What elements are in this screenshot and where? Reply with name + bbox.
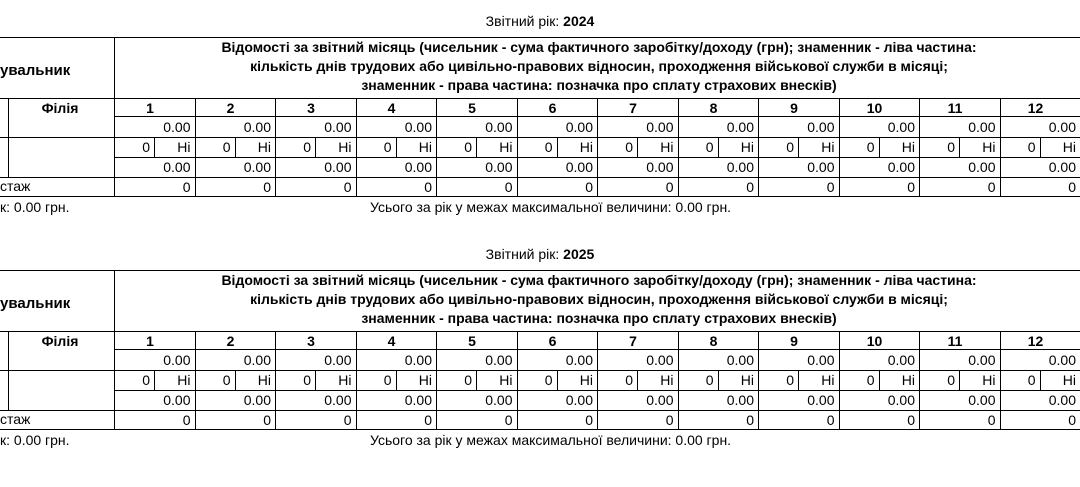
days-mark-divider bbox=[315, 137, 316, 157]
month-payment-mark: Ні bbox=[660, 139, 674, 155]
month-sum: 0.00 bbox=[324, 352, 352, 368]
month-payment-mark: Ні bbox=[257, 372, 271, 388]
month-number: 11 bbox=[947, 333, 963, 349]
month-total: 0.00 bbox=[485, 159, 513, 175]
month-stazh: 0 bbox=[182, 412, 191, 428]
month-sum: 0.00 bbox=[726, 352, 754, 368]
month-stazh: 0 bbox=[585, 179, 593, 195]
month-number: 4 bbox=[387, 100, 396, 116]
table-col-rule bbox=[275, 98, 276, 196]
footer-annual-total: Усього за рік у межах максимальної величини: 0.00 грн. bbox=[370, 432, 732, 448]
month-payment-mark: Ні bbox=[338, 139, 352, 155]
month-total: 0.00 bbox=[565, 159, 593, 175]
month-total: 0.00 bbox=[646, 392, 674, 408]
month-total: 0.00 bbox=[1048, 392, 1076, 408]
month-number: 7 bbox=[629, 333, 637, 349]
month-days: 0 bbox=[383, 372, 392, 388]
month-stazh: 0 bbox=[1068, 179, 1076, 195]
month-total: 0.00 bbox=[565, 392, 593, 408]
left-rule bbox=[8, 331, 9, 410]
month-total: 0.00 bbox=[968, 159, 996, 175]
days-mark-divider bbox=[798, 370, 799, 390]
month-sum: 0.00 bbox=[565, 352, 593, 368]
month-total: 0.00 bbox=[404, 159, 432, 175]
heading-line: Відомості за звітний місяць (чисельник - сума фактичного заробітку/доходу (грн); знаменник - ліва частина: bbox=[221, 39, 977, 55]
month-days: 0 bbox=[383, 139, 392, 155]
table-col-rule bbox=[436, 98, 437, 196]
month-days: 0 bbox=[544, 372, 553, 388]
month-number: 7 bbox=[629, 100, 637, 116]
month-sum: 0.00 bbox=[404, 352, 432, 368]
days-mark-divider bbox=[637, 137, 638, 157]
report-block bbox=[0, 247, 1080, 447]
month-stazh: 0 bbox=[665, 412, 674, 428]
month-payment-mark: Ні bbox=[821, 139, 835, 155]
month-stazh: 0 bbox=[343, 179, 352, 195]
filia-header: Філія bbox=[41, 100, 79, 116]
month-number: 6 bbox=[548, 333, 557, 349]
month-total: 0.00 bbox=[485, 392, 513, 408]
table-col-rule bbox=[597, 98, 598, 196]
days-mark-divider bbox=[315, 370, 316, 390]
month-number: 1 bbox=[146, 100, 154, 116]
month-stazh: 0 bbox=[665, 179, 674, 195]
days-mark-divider bbox=[476, 137, 477, 157]
month-number: 9 bbox=[790, 333, 798, 349]
left-column-heading: увальник bbox=[0, 62, 71, 79]
month-payment-mark: Ні bbox=[338, 372, 352, 388]
month-number: 12 bbox=[1027, 100, 1044, 116]
month-sum: 0.00 bbox=[485, 119, 513, 135]
month-payment-mark: Ні bbox=[1062, 372, 1076, 388]
month-stazh: 0 bbox=[826, 412, 835, 428]
month-stazh: 0 bbox=[585, 412, 593, 428]
month-days: 0 bbox=[625, 139, 633, 155]
month-total: 0.00 bbox=[243, 159, 271, 175]
month-payment-mark: Ні bbox=[901, 372, 915, 388]
month-stazh: 0 bbox=[746, 412, 754, 428]
month-total: 0.00 bbox=[646, 159, 674, 175]
report-block bbox=[0, 14, 1080, 214]
month-number: 8 bbox=[709, 333, 718, 349]
month-days: 0 bbox=[464, 372, 472, 388]
month-days: 0 bbox=[303, 139, 311, 155]
table-col-rule bbox=[919, 98, 920, 196]
month-payment-mark: Ні bbox=[821, 372, 835, 388]
table-heading bbox=[118, 271, 1080, 328]
month-sum: 0.00 bbox=[968, 352, 996, 368]
month-payment-mark: Ні bbox=[499, 139, 513, 155]
month-number: 5 bbox=[468, 333, 476, 349]
month-stazh: 0 bbox=[343, 412, 352, 428]
year-value: 2024 bbox=[563, 13, 595, 29]
month-sum: 0.00 bbox=[163, 352, 191, 368]
month-payment-mark: Ні bbox=[901, 139, 915, 155]
month-sum: 0.00 bbox=[807, 119, 835, 135]
month-stazh: 0 bbox=[424, 412, 432, 428]
month-payment-mark: Ні bbox=[499, 372, 513, 388]
month-sum: 0.00 bbox=[163, 119, 191, 135]
days-mark-divider bbox=[154, 137, 155, 157]
month-number: 1 bbox=[146, 333, 154, 349]
table-rule bbox=[0, 196, 1080, 197]
days-mark-divider bbox=[637, 370, 638, 390]
month-number: 2 bbox=[226, 100, 235, 116]
month-number: 10 bbox=[866, 333, 883, 349]
month-payment-mark: Ні bbox=[418, 139, 432, 155]
stazh-label: стаж bbox=[0, 411, 31, 427]
month-stazh: 0 bbox=[263, 412, 271, 428]
table-rule bbox=[0, 270, 1080, 271]
month-days: 0 bbox=[625, 372, 633, 388]
stazh-label: стаж bbox=[0, 178, 31, 194]
month-number: 8 bbox=[709, 100, 718, 116]
month-stazh: 0 bbox=[826, 179, 835, 195]
month-stazh: 0 bbox=[263, 179, 271, 195]
month-days: 0 bbox=[947, 372, 955, 388]
days-mark-divider bbox=[959, 370, 960, 390]
month-stazh: 0 bbox=[746, 179, 754, 195]
month-total: 0.00 bbox=[887, 159, 915, 175]
month-sum: 0.00 bbox=[887, 352, 915, 368]
month-days: 0 bbox=[866, 372, 875, 388]
heading-line: кількість днів трудових або цивільно-правових відносин, проходження військової служби в місяці; bbox=[250, 58, 948, 74]
month-days: 0 bbox=[1027, 139, 1036, 155]
filia-header: Філія bbox=[41, 333, 79, 349]
month-sum: 0.00 bbox=[485, 352, 513, 368]
month-total: 0.00 bbox=[807, 392, 835, 408]
month-days: 0 bbox=[222, 372, 231, 388]
month-sum: 0.00 bbox=[404, 119, 432, 135]
month-sum: 0.00 bbox=[646, 352, 674, 368]
month-total: 0.00 bbox=[807, 159, 835, 175]
month-payment-mark: Ні bbox=[579, 372, 593, 388]
month-sum: 0.00 bbox=[807, 352, 835, 368]
month-sum: 0.00 bbox=[968, 119, 996, 135]
month-stazh: 0 bbox=[504, 412, 513, 428]
month-payment-mark: Ні bbox=[660, 372, 674, 388]
left-rule bbox=[8, 98, 9, 177]
month-days: 0 bbox=[544, 139, 553, 155]
month-stazh: 0 bbox=[1068, 412, 1076, 428]
month-days: 0 bbox=[222, 139, 231, 155]
table-col-rule bbox=[758, 98, 759, 196]
table-col-rule bbox=[758, 331, 759, 429]
month-days: 0 bbox=[705, 372, 714, 388]
month-payment-mark: Ні bbox=[177, 372, 191, 388]
left-column-heading: увальник bbox=[0, 295, 71, 312]
month-total: 0.00 bbox=[726, 392, 754, 408]
table-col-rule bbox=[436, 331, 437, 429]
month-number: 11 bbox=[947, 100, 963, 116]
month-payment-mark: Ні bbox=[740, 139, 754, 155]
month-total: 0.00 bbox=[887, 392, 915, 408]
month-days: 0 bbox=[464, 139, 472, 155]
table-heading bbox=[118, 38, 1080, 95]
days-mark-divider bbox=[959, 137, 960, 157]
heading-line: кількість днів трудових або цивільно-правових відносин, проходження військової служби в місяці; bbox=[250, 291, 948, 307]
month-stazh: 0 bbox=[907, 179, 915, 195]
year-label: Звітний рік: bbox=[485, 13, 560, 29]
table-col-rule bbox=[275, 331, 276, 429]
month-days: 0 bbox=[303, 372, 311, 388]
days-mark-divider bbox=[798, 137, 799, 157]
month-sum: 0.00 bbox=[324, 119, 352, 135]
month-sum: 0.00 bbox=[726, 119, 754, 135]
month-days: 0 bbox=[142, 372, 150, 388]
month-payment-mark: Ні bbox=[257, 139, 271, 155]
month-total: 0.00 bbox=[243, 392, 271, 408]
month-payment-mark: Ні bbox=[740, 372, 754, 388]
table-rule bbox=[0, 37, 1080, 38]
month-days: 0 bbox=[786, 139, 794, 155]
month-stazh: 0 bbox=[987, 412, 996, 428]
heading-line: Відомості за звітний місяць (чисельник - сума фактичного заробітку/доходу (грн); знаменник - ліва частина: bbox=[221, 272, 977, 288]
month-number: 5 bbox=[468, 100, 476, 116]
month-total: 0.00 bbox=[1048, 159, 1076, 175]
year-value: 2025 bbox=[563, 246, 595, 262]
footer-left-total: к: 0.00 грн. bbox=[0, 199, 70, 215]
month-total: 0.00 bbox=[404, 392, 432, 408]
month-total: 0.00 bbox=[163, 159, 191, 175]
month-days: 0 bbox=[705, 139, 714, 155]
month-stazh: 0 bbox=[424, 179, 432, 195]
month-number: 6 bbox=[548, 100, 557, 116]
month-sum: 0.00 bbox=[243, 119, 271, 135]
month-number: 2 bbox=[226, 333, 235, 349]
footer-left-total: к: 0.00 грн. bbox=[0, 432, 70, 448]
month-number: 4 bbox=[387, 333, 396, 349]
days-mark-divider bbox=[154, 370, 155, 390]
heading-line: знаменник - права частина: позначка про сплату страхових внесків) bbox=[361, 310, 837, 326]
month-payment-mark: Ні bbox=[418, 372, 432, 388]
month-payment-mark: Ні bbox=[177, 139, 191, 155]
month-number: 12 bbox=[1027, 333, 1044, 349]
table-rule bbox=[0, 429, 1080, 430]
month-payment-mark: Ні bbox=[579, 139, 593, 155]
month-total: 0.00 bbox=[163, 392, 191, 408]
month-days: 0 bbox=[866, 139, 875, 155]
month-sum: 0.00 bbox=[243, 352, 271, 368]
footer-annual-total: Усього за рік у межах максимальної величини: 0.00 грн. bbox=[370, 199, 732, 215]
month-number: 3 bbox=[307, 333, 315, 349]
month-days: 0 bbox=[1027, 372, 1036, 388]
month-sum: 0.00 bbox=[887, 119, 915, 135]
month-total: 0.00 bbox=[324, 392, 352, 408]
days-mark-divider bbox=[476, 370, 477, 390]
month-sum: 0.00 bbox=[1048, 352, 1076, 368]
table-col-rule bbox=[597, 331, 598, 429]
month-payment-mark: Ні bbox=[982, 139, 996, 155]
month-payment-mark: Ні bbox=[1062, 139, 1076, 155]
month-number: 3 bbox=[307, 100, 315, 116]
year-label: Звітний рік: bbox=[485, 246, 560, 262]
month-total: 0.00 bbox=[726, 159, 754, 175]
month-number: 9 bbox=[790, 100, 798, 116]
month-number: 10 bbox=[866, 100, 883, 116]
month-total: 0.00 bbox=[968, 392, 996, 408]
month-days: 0 bbox=[947, 139, 955, 155]
month-stazh: 0 bbox=[504, 179, 513, 195]
year-line bbox=[360, 13, 720, 29]
month-days: 0 bbox=[142, 139, 150, 155]
heading-line: знаменник - права частина: позначка про сплату страхових внесків) bbox=[361, 77, 837, 93]
table-col-rule bbox=[114, 37, 115, 196]
table-col-rule bbox=[114, 270, 115, 429]
month-stazh: 0 bbox=[907, 412, 915, 428]
month-sum: 0.00 bbox=[1048, 119, 1076, 135]
month-sum: 0.00 bbox=[646, 119, 674, 135]
month-stazh: 0 bbox=[182, 179, 191, 195]
month-payment-mark: Ні bbox=[982, 372, 996, 388]
table-col-rule bbox=[919, 331, 920, 429]
year-line bbox=[360, 246, 720, 262]
month-total: 0.00 bbox=[324, 159, 352, 175]
month-sum: 0.00 bbox=[565, 119, 593, 135]
month-days: 0 bbox=[786, 372, 794, 388]
month-stazh: 0 bbox=[987, 179, 996, 195]
